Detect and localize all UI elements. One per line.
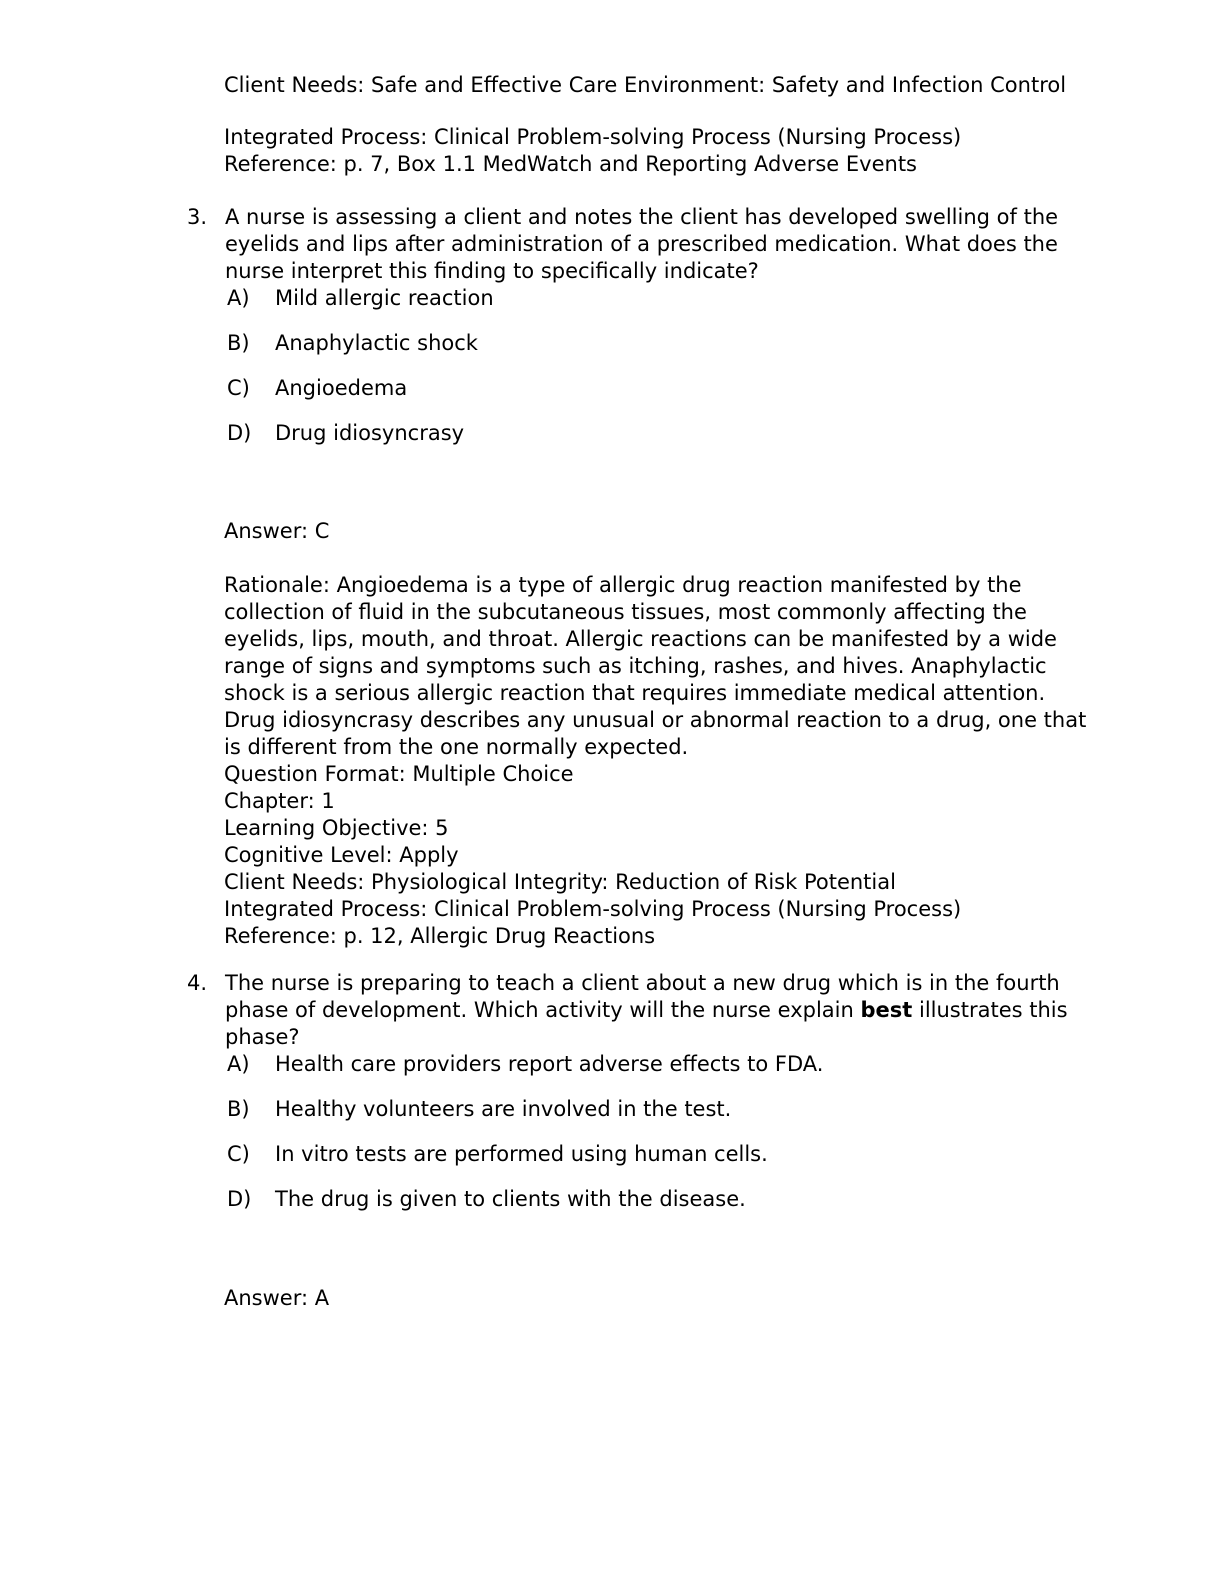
option-letter: D) bbox=[227, 421, 252, 445]
question-3-option-d bbox=[227, 420, 464, 447]
reference-line: Reference: p. 7, Box 1.1 MedWatch and Reporting Adverse Events bbox=[224, 152, 917, 176]
question-4 bbox=[187, 970, 1068, 1051]
question-3-option-c bbox=[227, 375, 407, 402]
option-letter: C) bbox=[227, 1142, 250, 1166]
question-3-answer: Answer: C bbox=[224, 519, 330, 543]
option-text: In vitro tests are performed using human cells. bbox=[275, 1142, 768, 1166]
option-text: Drug idiosyncrasy bbox=[275, 421, 465, 445]
question-3-text bbox=[225, 204, 1058, 285]
option-letter: A) bbox=[227, 286, 250, 310]
integrated-process-line: Integrated Process: Clinical Problem-solving Process (Nursing Process) bbox=[224, 125, 962, 149]
option-letter: C) bbox=[227, 376, 250, 400]
client-needs-line: Client Needs: Safe and Effective Care Environment: Safety and Infection Control bbox=[224, 73, 1067, 97]
question-4-option-c bbox=[227, 1141, 768, 1168]
question-4-text bbox=[225, 970, 1068, 1051]
question-4-best-bold: best bbox=[860, 998, 913, 1022]
process-reference-block bbox=[224, 124, 961, 178]
question-3-number: 3. bbox=[187, 205, 208, 229]
question-3-text-line: A nurse is assessing a client and notes the client has developed swelling of the bbox=[225, 205, 1059, 229]
rationale-line: eyelids, lips, mouth, and throat. Allergic reactions can be manifested by a wide bbox=[224, 627, 1057, 651]
question-3-option-a bbox=[227, 285, 494, 312]
rationale-line: collection of fluid in the subcutaneous tissues, most commonly affecting the bbox=[224, 600, 1027, 624]
client-needs-line: Client Needs: Physiological Integrity: Reduction of Risk Potential bbox=[224, 870, 896, 894]
rationale-line: range of signs and symptoms such as itching, rashes, and hives. Anaphylactic bbox=[224, 654, 1047, 678]
question-3-option-b bbox=[227, 330, 478, 357]
option-text: Mild allergic reaction bbox=[275, 286, 494, 310]
question-3-text-line: eyelids and lips after administration of a prescribed medication. What does the bbox=[225, 232, 1058, 256]
rationale-line: is different from the one normally expected. bbox=[224, 735, 689, 759]
question-4-text-line: phase? bbox=[225, 1025, 300, 1049]
question-4-option-b bbox=[227, 1096, 731, 1123]
option-text: Healthy volunteers are involved in the test. bbox=[275, 1097, 732, 1121]
cognitive-level-line: Cognitive Level: Apply bbox=[224, 843, 459, 867]
reference-line: Reference: p. 12, Allergic Drug Reactions bbox=[224, 924, 656, 948]
question-format-line: Question Format: Multiple Choice bbox=[224, 762, 574, 786]
question-3-rationale bbox=[224, 572, 1086, 950]
option-letter: D) bbox=[227, 1187, 252, 1211]
chapter-line: Chapter: 1 bbox=[224, 789, 335, 813]
integrated-process-line: Integrated Process: Clinical Problem-solving Process (Nursing Process) bbox=[224, 897, 962, 921]
option-text: Anaphylactic shock bbox=[275, 331, 478, 355]
rationale-line: Rationale: Angioedema is a type of allergic drug reaction manifested by the bbox=[224, 573, 1022, 597]
question-3-text-line: nurse interpret this finding to specifically indicate? bbox=[225, 259, 759, 283]
option-text: Angioedema bbox=[275, 376, 408, 400]
question-4-number: 4. bbox=[187, 971, 208, 995]
question-4-answer: Answer: A bbox=[224, 1286, 330, 1310]
question-4-option-d bbox=[227, 1186, 746, 1213]
option-letter: A) bbox=[227, 1052, 250, 1076]
question-4-line2-post: illustrates this bbox=[912, 998, 1068, 1022]
question-3 bbox=[187, 204, 1058, 285]
question-4-line2-pre: phase of development. Which activity will the nurse explain bbox=[225, 998, 861, 1022]
question-4-text-line: The nurse is preparing to teach a client about a new drug which is in the fourth bbox=[225, 971, 1060, 995]
option-text: The drug is given to clients with the disease. bbox=[275, 1187, 746, 1211]
rationale-line: shock is a serious allergic reaction that requires immediate medical attention. bbox=[224, 681, 1046, 705]
question-4-text-line bbox=[225, 997, 1068, 1024]
question-4-option-a bbox=[227, 1051, 823, 1078]
rationale-line: Drug idiosyncrasy describes any unusual or abnormal reaction to a drug, one that bbox=[224, 708, 1087, 732]
option-letter: B) bbox=[227, 1097, 250, 1121]
option-text: Health care providers report adverse effects to FDA. bbox=[275, 1052, 824, 1076]
learning-objective-line: Learning Objective: 5 bbox=[224, 816, 449, 840]
option-letter: B) bbox=[227, 331, 250, 355]
